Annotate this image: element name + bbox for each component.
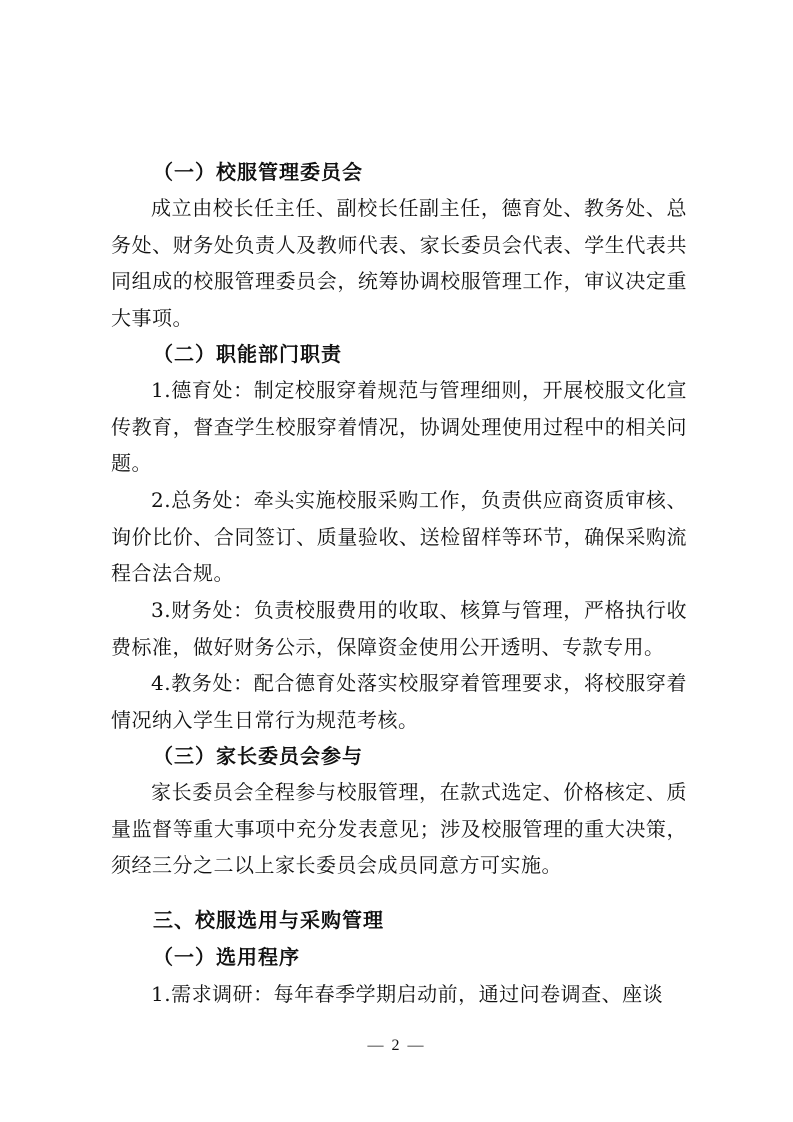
- paragraph-management-committee: 成立由校长任主任、副校长任副主任，德育处、教务处、总务处、财务处负责人及教师代表、家长委员会代表、学生代表共同组成的校服管理委员会，统筹协调校服管理工作，审议决定重大事项。: [111, 196, 687, 330]
- paragraph-parent-committee: 家长委员会全程参与校服管理，在款式选定、价格核定、质量监督等重大事项中充分发表意见；涉及校服管理的重大决策，须经三分之二以上家长委员会成员同意方可实施。: [111, 780, 687, 877]
- paragraph-duty-academic-affairs: 4.教务处：配合德育处落实校服穿着管理要求，将校服穿着情况纳入学生日常行为规范考核。: [111, 671, 687, 732]
- page-number: — 2 —: [367, 1037, 426, 1054]
- section-heading-selection-procedure: （一）选用程序: [153, 945, 300, 969]
- section-heading-selection-procurement: 三、校服选用与采购管理: [153, 908, 384, 932]
- paragraph-demand-research: 1.需求调研：每年春季学期启动前，通过问卷调查、座谈: [151, 982, 664, 1006]
- paragraph-duty-finance: 3.财务处：负责校服费用的收取、核算与管理，严格执行收费标准，做好财务公示，保障资金使用公开透明、专款专用。: [111, 598, 687, 659]
- section-heading-management-committee: （一）校服管理委员会: [153, 160, 363, 184]
- paragraph-duty-general-affairs: 2.总务处：牵头实施校服采购工作，负责供应商资质审核、询价比价、合同签订、质量验收、送检留样等环节，确保采购流程合法合规。: [111, 488, 687, 585]
- paragraph-duty-moral-education: 1.德育处：制定校服穿着规范与管理细则，开展校服文化宣传教育，督查学生校服穿着情况，协调处理使用过程中的相关问题。: [111, 378, 687, 475]
- section-heading-department-duties: （二）职能部门职责: [153, 342, 342, 366]
- section-heading-parent-committee: （三）家长委员会参与: [153, 744, 363, 768]
